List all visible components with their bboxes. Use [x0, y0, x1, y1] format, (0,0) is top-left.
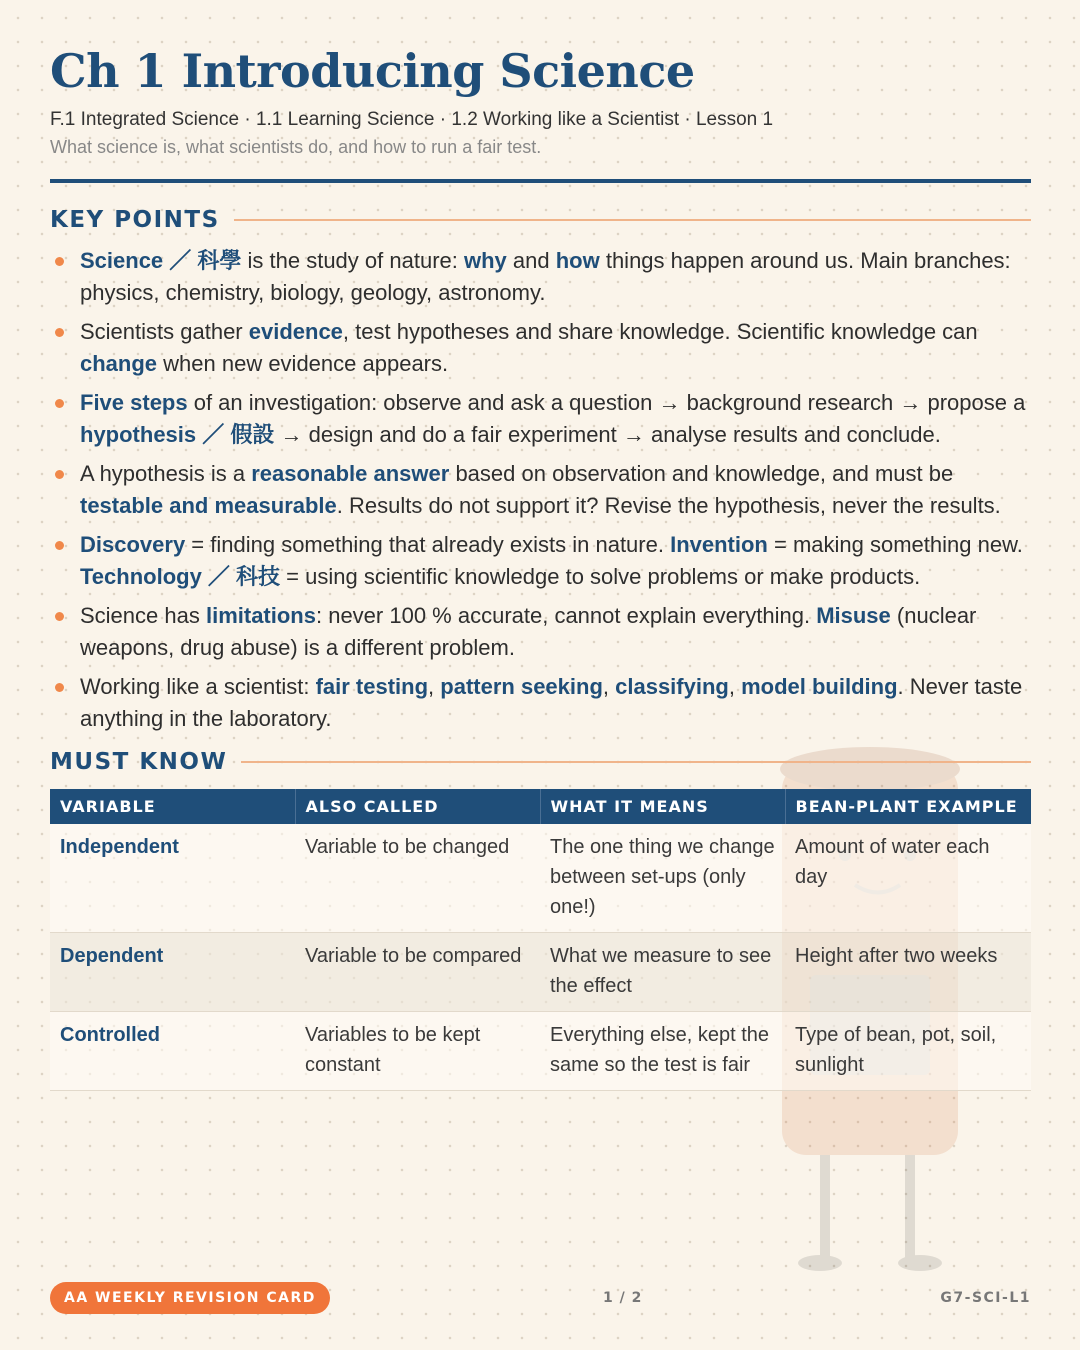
- point-text: based on observation and knowledge, and must be: [449, 461, 954, 486]
- point-text: of an investigation: observe and ask a question → background research → propose a: [187, 390, 1026, 415]
- table-cell: Height after two weeks: [785, 933, 1031, 1012]
- key-point-item: [50, 529, 1031, 593]
- bullet-dot-icon: [55, 328, 64, 337]
- key-point-item: [50, 458, 1031, 522]
- must-know-header: [50, 749, 1031, 775]
- point-text: when new evidence appears.: [157, 351, 449, 376]
- key-term: pattern seeking: [440, 674, 603, 699]
- variable-name: Controlled: [50, 1012, 295, 1091]
- key-term: reasonable answer: [251, 461, 450, 486]
- point-text: , test hypotheses and share knowledge. Scientific knowledge can: [342, 319, 978, 344]
- key-term: how: [555, 248, 600, 273]
- table-row: [50, 933, 1031, 1012]
- key-term: Five steps: [80, 390, 188, 415]
- point-text: Science has: [80, 603, 206, 628]
- point-text: = making something new.: [767, 532, 1023, 557]
- key-points-heading: KEY POINTS: [50, 207, 220, 233]
- point-text: ,: [602, 674, 616, 699]
- page-title: Ch 1 Introducing Science: [50, 44, 695, 98]
- key-term: fair testing: [315, 674, 429, 699]
- point-text: ,: [428, 674, 441, 699]
- key-term: Science ／ 科學: [80, 248, 242, 273]
- table-cell: The one thing we change between set-ups (only one!): [540, 824, 785, 933]
- point-text: Scientists gather: [80, 319, 249, 344]
- key-term: Discovery: [80, 532, 186, 557]
- bullet-dot-icon: [55, 257, 64, 266]
- point-text: Working like a scientist:: [80, 674, 316, 699]
- table-cell: Everything else, kept the same so the test is fair: [540, 1012, 785, 1091]
- point-text: ,: [728, 674, 742, 699]
- bullet-dot-icon: [55, 399, 64, 408]
- key-term: Technology ／ 科技: [80, 564, 281, 589]
- table-cell: Amount of water each day: [785, 824, 1031, 933]
- key-point-item: [50, 600, 1031, 664]
- key-term: classifying: [615, 674, 729, 699]
- key-term: Misuse: [816, 603, 891, 628]
- variables-table: [50, 789, 1031, 1091]
- key-term: why: [463, 248, 507, 273]
- variable-name: Independent: [50, 824, 295, 933]
- bullet-dot-icon: [55, 470, 64, 479]
- table-cell: What we measure to see the effect: [540, 933, 785, 1012]
- variable-name: Dependent: [50, 933, 295, 1012]
- revision-card-badge: AA WEEKLY REVISION CARD: [50, 1282, 330, 1314]
- section-divider: [241, 761, 1031, 763]
- bullet-dot-icon: [55, 683, 64, 692]
- point-text: = using scientific knowledge to solve problems or make products.: [280, 564, 921, 589]
- must-know-heading: MUST KNOW: [50, 749, 228, 775]
- key-points-header: [50, 207, 1031, 233]
- key-term: evidence: [248, 319, 343, 344]
- key-point-item: [50, 316, 1031, 380]
- point-text: and: [506, 248, 556, 273]
- table-cell: Type of bean, pot, soil, sunlight: [785, 1012, 1031, 1091]
- page-number: 1 / 2: [603, 1290, 643, 1306]
- bullet-dot-icon: [55, 612, 64, 621]
- table-row: [50, 824, 1031, 933]
- key-term: testable and measurable: [80, 493, 337, 518]
- key-term: model building: [741, 674, 898, 699]
- column-header: WHAT IT MEANS: [540, 789, 785, 824]
- point-text: . Never taste anything in the laboratory.: [80, 674, 1023, 731]
- table-cell: Variable to be changed: [295, 824, 540, 933]
- column-header: BEAN-PLANT EXAMPLE: [785, 789, 1031, 824]
- key-term: hypothesis ／ 假設: [80, 422, 275, 447]
- point-text: A hypothesis is a: [80, 461, 252, 486]
- point-text: → design and do a fair experiment → analyse results and conclude.: [274, 422, 941, 447]
- point-text: : never 100 % accurate, cannot explain everything.: [315, 603, 817, 628]
- key-point-item: [50, 671, 1031, 735]
- point-text: = finding something that already exists in nature.: [185, 532, 671, 557]
- table-row: [50, 1012, 1031, 1091]
- lesson-tagline: What science is, what scientists do, and how to run a fair test.: [50, 137, 542, 157]
- key-term: Invention: [670, 532, 768, 557]
- card-code: G7-SCI-L1: [940, 1290, 1031, 1306]
- key-point-item: [50, 387, 1031, 451]
- section-divider: [234, 219, 1031, 221]
- key-term: limitations: [205, 603, 316, 628]
- point-text: things happen around us. Main branches: physics, chemistry, biology, geology, astronomy.: [80, 248, 1011, 305]
- point-text: (nuclear weapons, drug abuse) is a different problem.: [80, 603, 977, 660]
- title-divider: [50, 179, 1031, 183]
- course-breadcrumb: F.1 Integrated Science · 1.1 Learning Science · 1.2 Working like a Scientist · Lesson 1: [50, 109, 774, 130]
- bullet-dot-icon: [55, 541, 64, 550]
- key-points-list: [50, 245, 1031, 735]
- table-cell: Variables to be kept constant: [295, 1012, 540, 1091]
- column-header: VARIABLE: [50, 789, 295, 824]
- footer: [50, 1282, 1031, 1314]
- point-text: . Results do not support it? Revise the hypothesis, never the results.: [336, 493, 1001, 518]
- column-header: ALSO CALLED: [295, 789, 540, 824]
- key-point-item: [50, 245, 1031, 309]
- revision-card: [50, 40, 1031, 1091]
- table-cell: Variable to be compared: [295, 933, 540, 1012]
- key-term: change: [80, 351, 158, 376]
- point-text: is the study of nature:: [241, 248, 464, 273]
- table-header-row: [50, 789, 1031, 824]
